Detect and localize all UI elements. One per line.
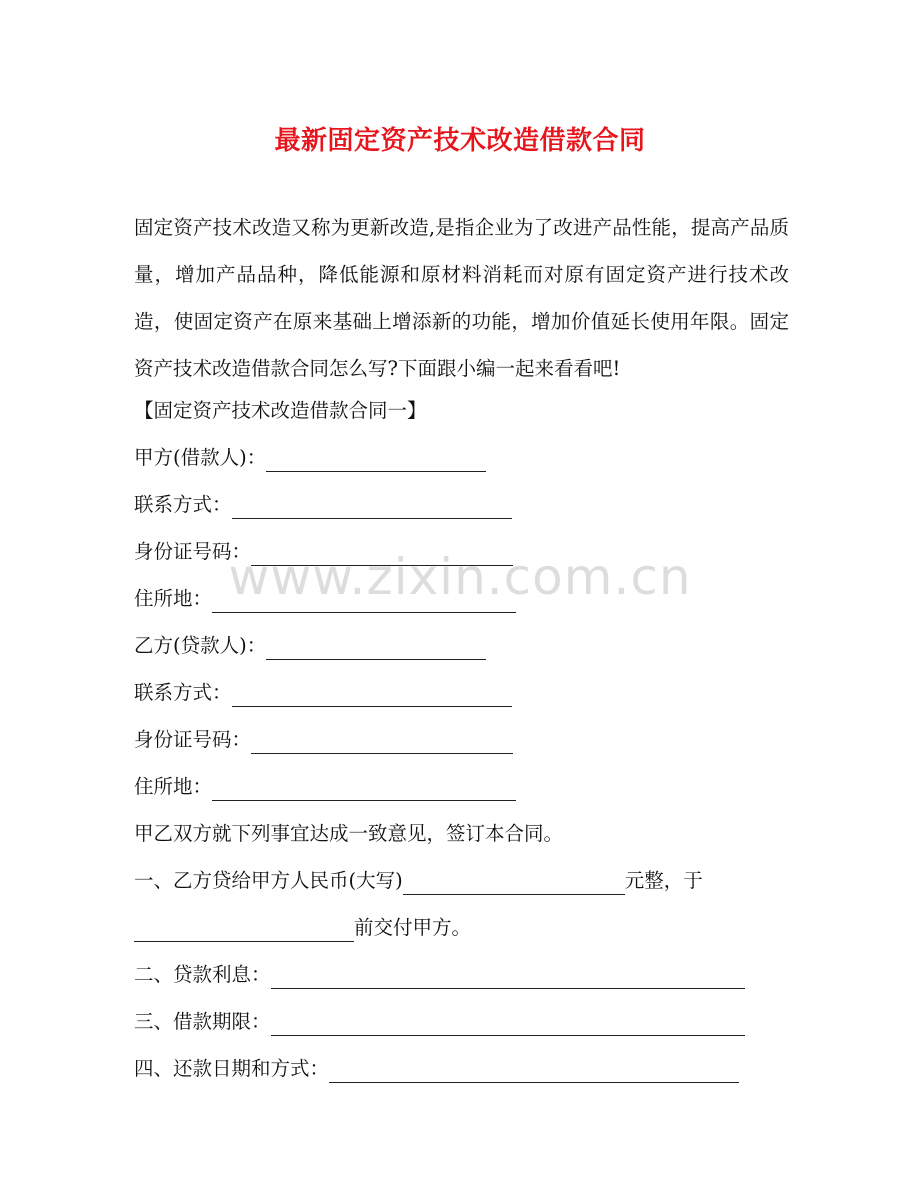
watermark: www.zixin.com.cn: [228, 548, 692, 606]
party-b-contact-line: [134, 679, 512, 707]
clause-3-line: [134, 1008, 745, 1036]
party-b-contact-blank: [232, 684, 512, 707]
party-b-address-label: 住所地：: [134, 775, 213, 798]
section-heading: 【固定资产技术改造借款合同一】: [134, 399, 427, 422]
clause-3-blank: [271, 1013, 745, 1036]
clause-2-line: [134, 961, 745, 989]
clause-2-label: 二、贷款利息：: [134, 963, 271, 986]
party-a-blank: [266, 449, 486, 472]
party-a-contact-label: 联系方式：: [134, 493, 232, 516]
party-a-contact-line: [134, 491, 512, 519]
party-a-id-blank: [251, 543, 513, 566]
party-a-id-label: 身份证号码：: [134, 540, 252, 563]
party-a-address-line: [134, 585, 516, 613]
party-a-id-line: [134, 538, 513, 566]
party-b-label: 乙方(贷款人)：: [134, 634, 267, 657]
clause-1-amount-blank: [403, 872, 625, 895]
party-a-line: [134, 444, 486, 472]
party-a-contact-blank: [232, 496, 512, 519]
clause-4-label: 四、还款日期和方式：: [134, 1057, 330, 1080]
clause-4-line: [134, 1055, 739, 1083]
intro-paragraph: 固定资产技术改造又称为更新改造,是指企业为了改进产品性能，提高产品质量，增加产品品种，降低能源和原材料消耗而对原有固定资产进行技术改造，使固定资产在原来基础上增添新的功能，增加价值延长使用年限。固定资产技术改造借款合同怎么写?下面跟小编一起来看看吧!: [134, 216, 789, 380]
clause-1-continuation: [134, 914, 471, 942]
party-b-address-line: [134, 773, 516, 801]
clause-1-text: 一、乙方贷给甲方人民币(大写): [134, 869, 403, 892]
clause-1-line: [134, 867, 703, 895]
party-b-address-blank: [212, 778, 516, 801]
clause-1-text-3: 前交付甲方。: [354, 916, 472, 939]
clause-4-blank: [329, 1060, 739, 1083]
party-b-contact-label: 联系方式：: [134, 681, 232, 704]
party-a-label: 甲方(借款人)：: [134, 446, 267, 469]
document-title: 最新固定资产技术改造借款合同: [274, 126, 646, 156]
party-b-id-blank: [251, 731, 513, 754]
party-a-address-label: 住所地：: [134, 587, 213, 610]
agreement-line: 甲乙双方就下列事宜达成一致意见，签订本合同。: [134, 822, 564, 845]
party-a-address-blank: [212, 590, 516, 613]
party-b-blank: [266, 637, 486, 660]
clause-3-label: 三、借款期限：: [134, 1010, 271, 1033]
clause-2-blank: [271, 966, 745, 989]
clause-1-date-blank: [134, 919, 354, 942]
party-b-id-line: [134, 726, 513, 754]
clause-1-text-2: 元整，于: [624, 869, 703, 892]
party-b-id-label: 身份证号码：: [134, 728, 252, 751]
party-b-line: [134, 632, 486, 660]
